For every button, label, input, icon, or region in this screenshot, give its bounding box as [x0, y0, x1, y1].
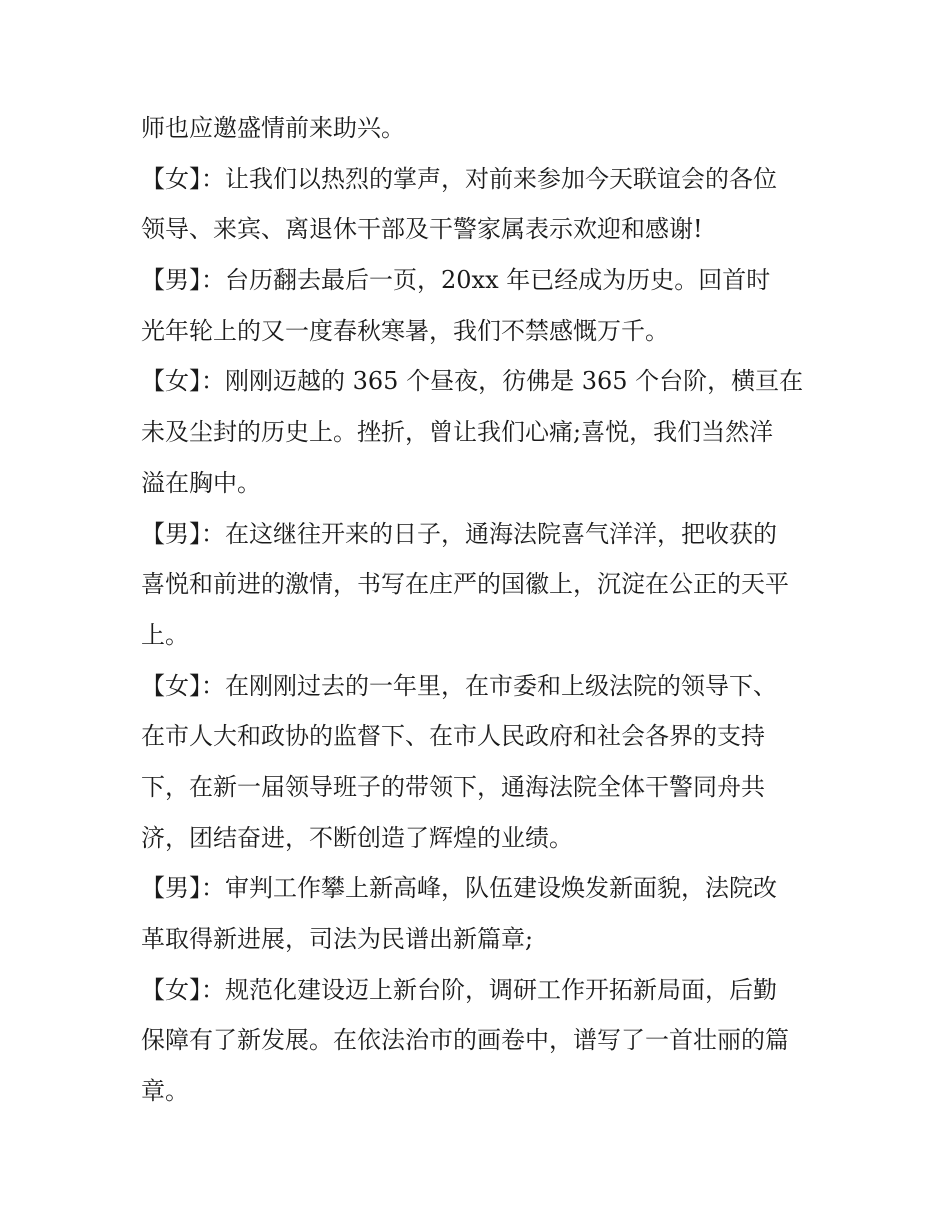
text-line: 光年轮上的又一度春秋寒暑，我们不禁感慨万千。 — [141, 316, 669, 345]
text-line: 保障有了新发展。在依法治市的画卷中，谱写了一首壮丽的篇 — [141, 1026, 789, 1055]
text-line: 济，团结奋进，不断创造了辉煌的业绩。 — [141, 823, 573, 852]
text-line: 【女】：规范化建设迈上新台阶，调研工作开拓新局面，后勤 — [141, 975, 777, 1004]
text-line: 【男】：在这继往开来的日子，通海法院喜气洋洋，把收获的 — [141, 519, 777, 548]
text-line: 溢在胸中。 — [141, 468, 261, 497]
text-line: 领导、来宾、离退休干部及干警家属表示欢迎和感谢! — [141, 215, 703, 244]
text-line: 在市人大和政协的监督下、在市人民政府和社会各界的支持 — [141, 722, 765, 751]
text-line: 下，在新一届领导班子的带领下，通海法院全体干警同舟共 — [141, 772, 765, 801]
document-body — [141, 103, 821, 1117]
text-line: 【男】：台历翻去最后一页，20xx 年已经成为历史。回首时 — [141, 266, 771, 295]
text-line: 师也应邀盛情前来助兴。 — [141, 114, 405, 142]
text-line: 【女】：在刚刚过去的一年里，在市委和上级法院的领导下、 — [141, 671, 777, 700]
text-line: 【女】：让我们以热烈的掌声，对前来参加今天联谊会的各位 — [141, 164, 777, 193]
text-line: 喜悦和前进的激情，书写在庄严的国徽上，沉淀在公正的天平 — [141, 570, 789, 599]
text-line: 【女】：刚刚迈越的 365 个昼夜，彷佛是 365 个台阶，横亘在 — [141, 367, 804, 396]
text-line: 【男】：审判工作攀上新高峰，队伍建设焕发新面貌，法院改 — [141, 874, 777, 903]
text-line: 章。 — [141, 1077, 189, 1106]
text-line: 上。 — [141, 620, 189, 649]
text-line: 革取得新进展，司法为民谱出新篇章; — [141, 925, 534, 953]
text-line: 未及尘封的历史上。挫折，曾让我们心痛;喜悦，我们当然洋 — [141, 418, 774, 447]
